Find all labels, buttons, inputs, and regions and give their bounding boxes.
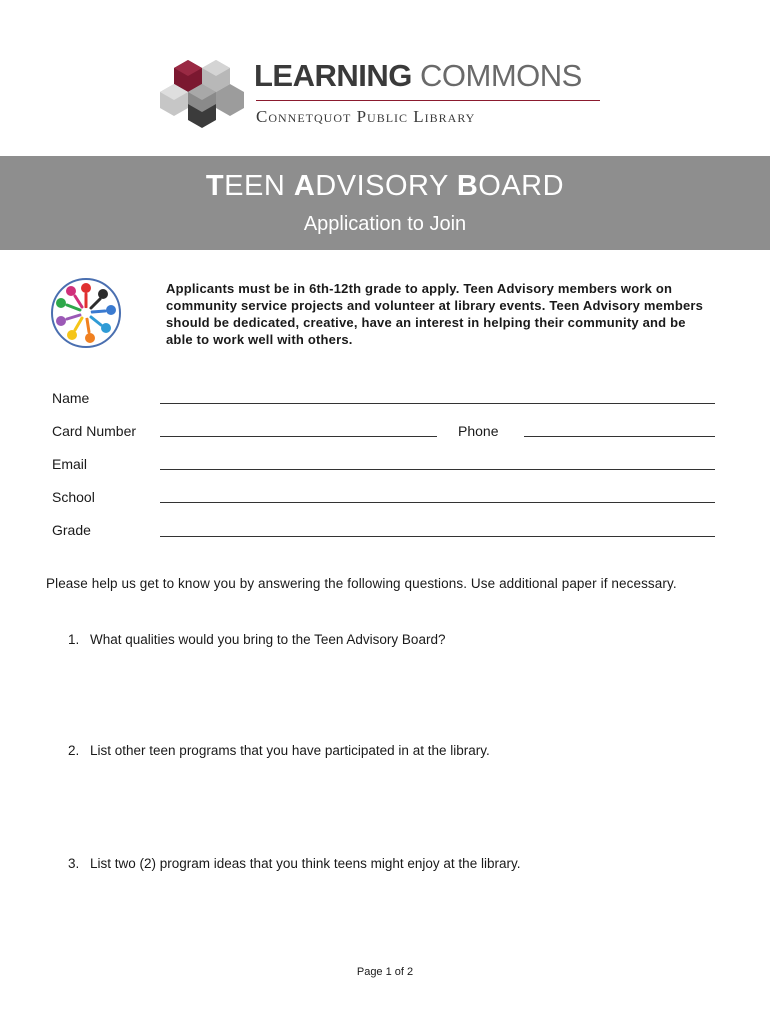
title-part-dvisory: DVISORY (315, 170, 457, 202)
email-label: Email (52, 456, 88, 472)
title-part-oard: OARD (478, 170, 565, 202)
cubes-logo-icon (160, 58, 244, 130)
question-number: 3. (68, 856, 80, 871)
email-field[interactable] (160, 469, 715, 470)
logo-divider (256, 100, 600, 101)
teen-circle-emblem-icon (50, 277, 122, 349)
title-initial-t: T (205, 170, 225, 202)
school-label: School (52, 489, 95, 505)
grade-field[interactable] (160, 536, 715, 537)
phone-label: Phone (458, 423, 499, 439)
page-subtitle: Application to Join (303, 213, 467, 235)
phone-field[interactable] (524, 436, 715, 437)
question-text: What qualities would you bring to the Teen Advisory Board? (90, 632, 446, 647)
logo-subtitle: Connetquot Public Library (256, 107, 476, 126)
card-number-label: Card Number (52, 423, 137, 439)
title-initial-b: B (456, 170, 479, 202)
name-label: Name (52, 390, 90, 406)
title-banner (0, 156, 770, 250)
card-number-field[interactable] (160, 436, 437, 437)
question-2 (68, 743, 490, 758)
question-number: 2. (68, 743, 80, 758)
logo-title-bold: LEARNING (254, 58, 412, 93)
page-title (0, 170, 770, 203)
question-1 (68, 632, 445, 647)
name-field[interactable] (160, 403, 715, 404)
question-3 (68, 856, 520, 871)
question-text: List two (2) program ideas that you think teens might enjoy at the library. (90, 856, 521, 871)
school-field[interactable] (160, 502, 715, 503)
page-number: Page 1 of 2 (356, 966, 414, 978)
question-number: 1. (68, 632, 80, 647)
title-initial-a: A (293, 170, 316, 202)
eligibility-description: Applicants must be in 6th-12th grade to apply. Teen Advisory members work on community service projects and volunteer at library events. Teen Advisory members should be dedicated, creative, have an interest in helping their community and be able to work well with others. (166, 281, 704, 347)
question-text: List other teen programs that you have participated in at the library. (90, 743, 490, 758)
logo-title-light: COMMONS (411, 58, 582, 93)
logo-title (254, 58, 582, 94)
instructions-text: Please help us get to know you by answering the following questions. Use additional paper if necessary. (46, 576, 677, 591)
library-logo (160, 58, 610, 133)
title-part-een: EEN (224, 170, 294, 202)
grade-label: Grade (52, 522, 91, 538)
